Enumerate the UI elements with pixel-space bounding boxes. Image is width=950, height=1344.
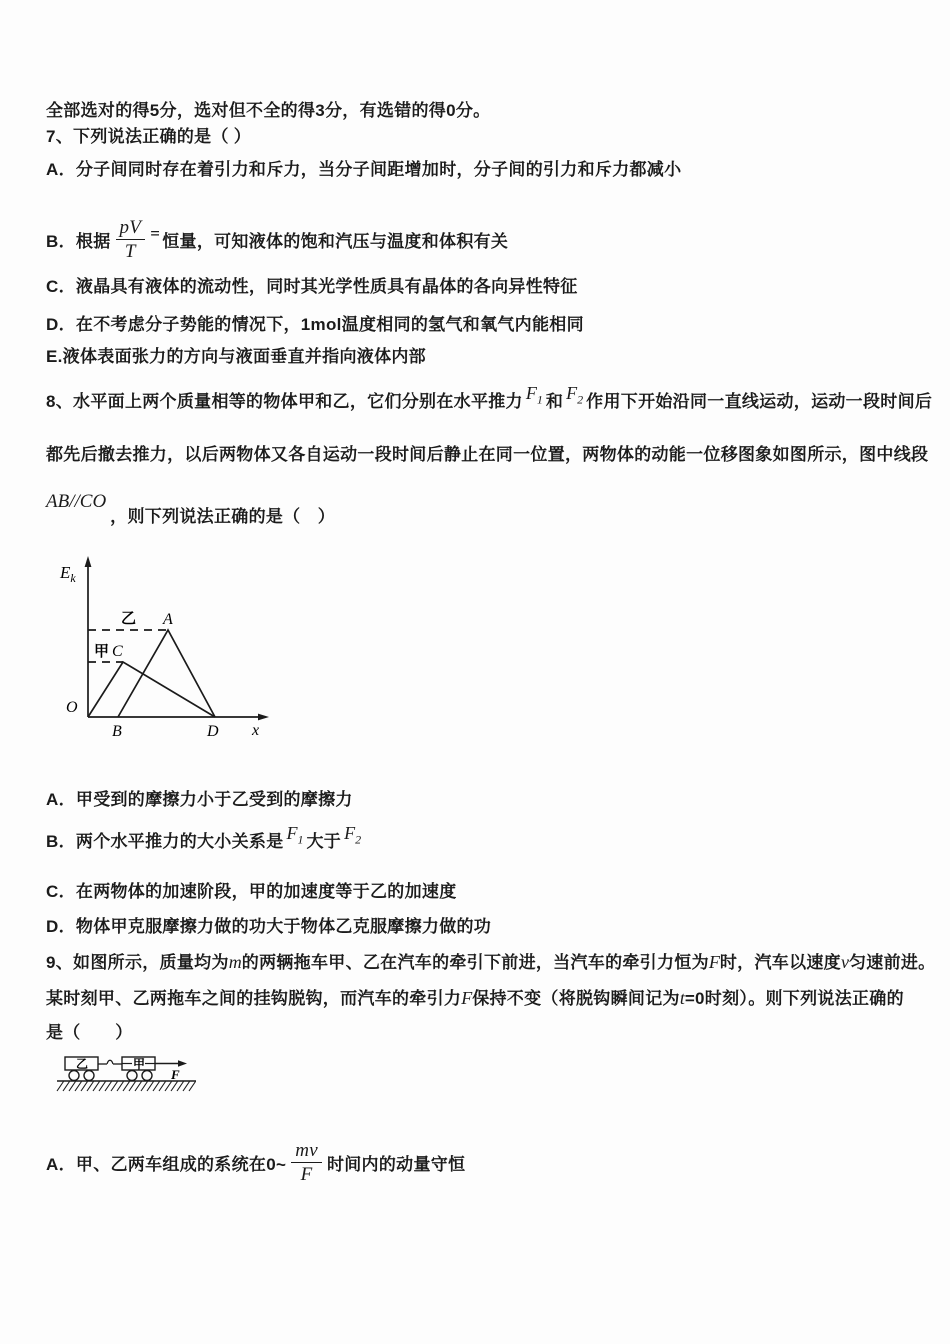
q7-option-c-label: C．: [46, 277, 76, 296]
q7-option-c: [46, 276, 578, 298]
point-b-label: B: [112, 723, 122, 740]
q8-option-a-label: A．: [46, 790, 76, 809]
q7-option-b-pre: 根据: [75, 232, 111, 251]
curve-jia-label: 甲: [94, 643, 110, 660]
cart-jia-label: 甲: [133, 1057, 146, 1071]
q9-option-a: [46, 1141, 465, 1184]
q8-option-c: [46, 881, 457, 903]
fraction-mv-f: [291, 1141, 322, 1184]
point-a-label: A: [163, 611, 173, 628]
x-axis-arrow-icon: [258, 714, 269, 721]
cart-yi-label: 乙: [76, 1057, 89, 1071]
equals-sign: =: [150, 224, 161, 243]
cart-jia-wheel: [142, 1071, 152, 1081]
q8-option-a: [46, 789, 353, 811]
q8-stem-line1: [46, 383, 933, 413]
q9-option-a-pre: 甲、乙两车组成的系统在0~: [75, 1155, 287, 1174]
q7-option-d-label: D．: [46, 315, 76, 334]
q7-option-b-post: 恒量，可知液体的饱和汽压与温度和体积有关: [162, 232, 509, 251]
q8-stem1a: 8、水平面上两个质量相等的物体甲和乙，它们分别在水平推力: [46, 392, 523, 411]
q9-stem-line3: 是（ ）: [46, 1023, 133, 1042]
point-d-label: D: [207, 723, 219, 740]
q8-option-c-label: C．: [46, 882, 76, 901]
force-f-label: F: [171, 1067, 180, 1082]
q7-option-b: [46, 218, 508, 261]
q9-stem-line2: [46, 987, 904, 1010]
q8-stem-line2: 都先后撤去推力，以后两物体又各自运动一段时间后静止在同一位置，两物体的动能一位移图象如图所示，图中线段: [46, 445, 929, 464]
q9-stem2-p3: =0时刻）。则下列说法正确的: [684, 989, 904, 1008]
x-axis-label: x: [252, 722, 260, 739]
q8-option-b: [46, 823, 364, 853]
cart-yi-wheel: [69, 1071, 79, 1081]
fraction-denominator: T: [124, 241, 136, 262]
mass-m-symbol: m: [228, 952, 242, 972]
q9-option-a-post: 时间内的动量守恒: [326, 1155, 466, 1174]
f2-sub: 2: [577, 392, 584, 407]
velocity-v-symbol: v: [840, 952, 849, 972]
q7-option-e-text: 液体表面张力的方向与液面垂直并指向液体内部: [62, 347, 426, 366]
q8-stem3: ，则下列说法正确的是（ ）: [110, 507, 336, 526]
f2-base: F: [566, 383, 578, 403]
force-f2-symbol: [566, 383, 584, 407]
y-axis-arrow-icon: [85, 556, 92, 567]
q8-stem1c: 作用下开始沿同一直线运动，运动一段时间后: [586, 392, 933, 411]
q9-stem1-p3: 时，汽车以速度: [719, 953, 841, 972]
q7-option-d: [46, 314, 584, 336]
q7-option-c-text: 液晶具有液体的流动性，同时其光学性质具有晶体的各向异性特征: [75, 277, 578, 296]
ground-hatching: [57, 1082, 196, 1092]
time-t-symbol: t: [679, 988, 685, 1008]
f1-sub: 1: [536, 392, 543, 407]
curve-yi-BAD: [118, 630, 215, 717]
q7-option-a: [46, 159, 681, 181]
hook-icon: [107, 1060, 113, 1064]
q8-option-d-text: 物体甲克服摩擦力做的功大于物体乙克服摩擦力做的功: [75, 917, 492, 936]
curve-jia-OCD: [88, 662, 215, 717]
q8-option-a-text: 甲受到的摩擦力小于乙受到的摩擦力: [75, 790, 353, 809]
cart-jia-wheel: [127, 1071, 137, 1081]
curve-yi-label: 乙: [121, 610, 137, 627]
f1-sub: 1: [297, 832, 304, 847]
q7-option-e: [46, 346, 426, 368]
q9-stem-line1: [46, 951, 935, 974]
fraction-pv-t: [116, 218, 146, 261]
force-f-symbol: F: [461, 988, 473, 1008]
force-f2-symbol: [344, 823, 362, 847]
q9-stem1-p1: 9、如图所示，质量均为: [46, 953, 229, 972]
q8-option-b-label: B．: [46, 832, 76, 851]
force-f1-symbol: [286, 823, 304, 847]
q9-stem2-p2: 保持不变（将脱钩瞬间记为: [472, 989, 680, 1008]
fraction-denominator: F: [300, 1164, 313, 1185]
q9-stem2-p1: 某时刻甲、乙两拖车之间的挂钩脱钩，而汽车的牵引力: [46, 989, 462, 1008]
q7-title: 7、下列说法正确的是（ ）: [46, 127, 252, 146]
q7-option-a-label: A．: [46, 160, 76, 179]
fraction-numerator: mv: [291, 1141, 322, 1163]
carts-figure: [55, 1048, 200, 1098]
f1-base: F: [525, 383, 537, 403]
q8-stem1b: 和: [545, 392, 564, 411]
y-axis-label: $E_k$: [60, 563, 76, 585]
q8-option-b-mid: 大于: [306, 832, 342, 851]
origin-label: O: [66, 699, 78, 716]
force-arrow-head-icon: [178, 1060, 187, 1066]
ek-x-graph: [50, 553, 280, 753]
q9-option-a-label: A．: [46, 1155, 76, 1174]
point-c-label: C: [112, 643, 123, 660]
formula-ab-parallel-co: AB//CO: [46, 491, 107, 512]
scoring-note: 全部选对的得5分，选对但不全的得3分，有选错的得0分。: [46, 101, 491, 120]
f2-base: F: [344, 823, 356, 843]
q7-option-b-label: B．: [46, 232, 76, 251]
q8-stem-line3: [46, 491, 336, 528]
q8-option-d-label: D．: [46, 917, 76, 936]
q8-option-b-pre: 两个水平推力的大小关系是: [75, 832, 284, 851]
q8-option-d: [46, 916, 491, 938]
q8-option-c-text: 在两物体的加速阶段，甲的加速度等于乙的加速度: [75, 882, 457, 901]
f1-base: F: [286, 823, 298, 843]
f2-sub: 2: [355, 832, 362, 847]
force-f1-symbol: [525, 383, 543, 407]
q7-option-a-text: 分子间同时存在着引力和斥力，当分子间距增加时，分子间的引力和斥力都减小: [75, 160, 682, 179]
q9-stem1-p2: 的两辆拖车甲、乙在汽车的牵引下前进，当汽车的牵引力恒为: [241, 953, 709, 972]
force-f-symbol: F: [708, 952, 720, 972]
cart-yi-wheel: [84, 1071, 94, 1081]
fraction-numerator: pV: [116, 218, 146, 240]
q7-option-e-label: E.: [46, 347, 63, 366]
q9-stem1-p4: 匀速前进。: [848, 953, 936, 972]
q7-option-d-text: 在不考虑分子势能的情况下，1mol温度相同的氢气和氧气内能相同: [75, 315, 584, 334]
